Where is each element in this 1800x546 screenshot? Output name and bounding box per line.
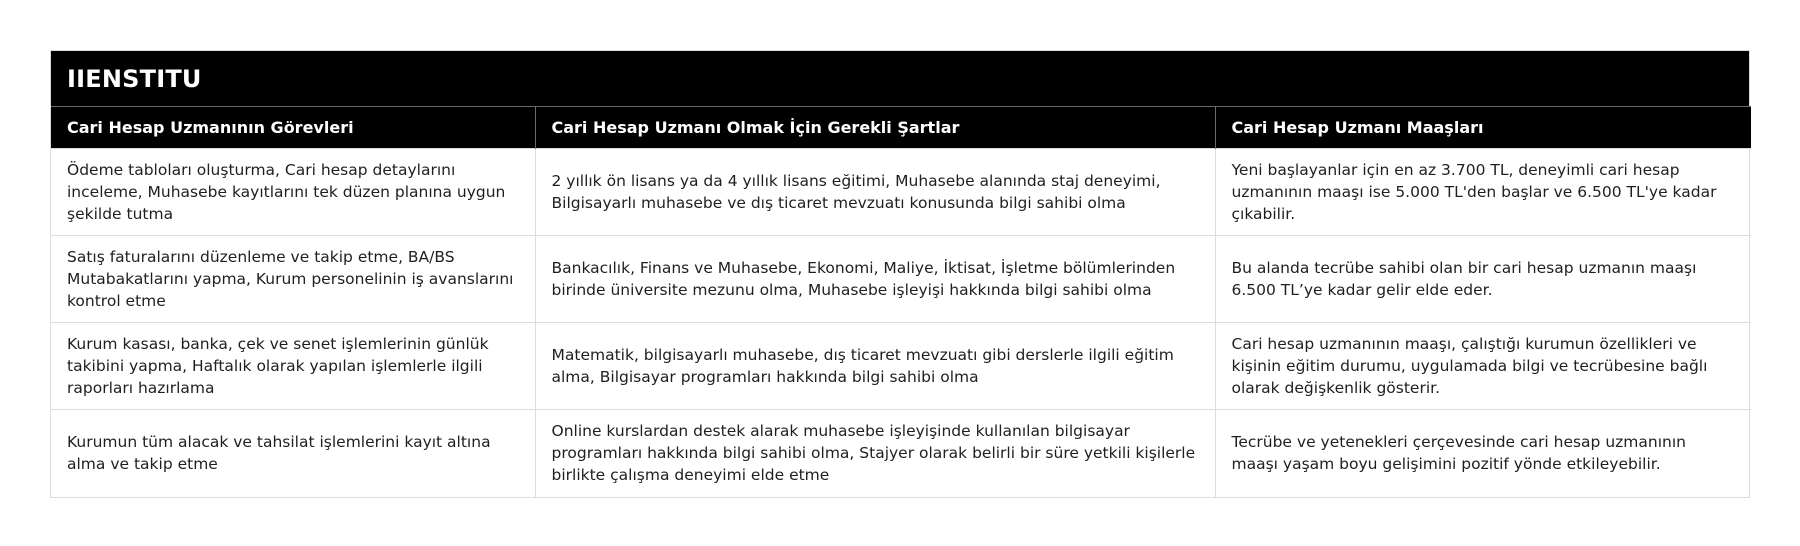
table-cell: Kurumun tüm alacak ve tahsilat işlemlerini kayıt altına alma ve takip etme [51, 410, 535, 497]
table-cell: Cari hesap uzmanının maaşı, çalıştığı kurumun özellikleri ve kişinin eğitim durumu, uygulamada bilgi ve tecrübesine bağlı olarak değişkenlik gösterir. [1215, 323, 1751, 410]
table-cell: Tecrübe ve yetenekleri çerçevesinde cari hesap uzmanının maaşı yaşam boyu gelişimini pozitif yönde etkileyebilir. [1215, 410, 1751, 497]
table-cell: Satış faturalarını düzenleme ve takip etme, BA/BS Mutabakatlarını yapma, Kurum personelinin iş avanslarını kontrol etme [51, 236, 535, 323]
table-row [51, 236, 1751, 323]
table-cell: Online kurslardan destek alarak muhasebe işleyişinde kullanılan bilgisayar programları hakkında bilgi sahibi olma, Stajyer olarak belirli bir süre yetkili kişilerle birlikte çalışma deneyimi elde etme [535, 410, 1215, 497]
column-header-requirements: Cari Hesap Uzmanı Olmak İçin Gerekli Şartlar [535, 107, 1215, 149]
info-table-card [50, 50, 1750, 498]
table-cell: Ödeme tabloları oluşturma, Cari hesap detaylarını inceleme, Muhasebe kayıtlarını tek düzen planına uygun şekilde tutma [51, 149, 535, 236]
table-cell: 2 yıllık ön lisans ya da 4 yıllık lisans eğitimi, Muhasebe alanında staj deneyimi, Bilgisayarlı muhasebe ve dış ticaret mevzuatı konusunda bilgi sahibi olma [535, 149, 1215, 236]
table-cell: Yeni başlayanlar için en az 3.700 TL, deneyimli cari hesap uzmanının maaşı ise 5.000 TL'den başlar ve 6.500 TL'ye kadar çıkabilir. [1215, 149, 1751, 236]
table-cell: Bu alanda tecrübe sahibi olan bir cari hesap uzmanın maaşı 6.500 TL’ye kadar gelir elde eder. [1215, 236, 1751, 323]
table-row [51, 149, 1751, 236]
table-header-row [51, 107, 1751, 149]
table-cell: Bankacılık, Finans ve Muhasebe, Ekonomi, Maliye, İktisat, İşletme bölümlerinden birinde üniversite mezunu olma, Muhasebe işleyişi hakkında bilgi sahibi olma [535, 236, 1215, 323]
table-row [51, 410, 1751, 497]
brand-title: IIENSTITU [67, 64, 202, 93]
column-header-salaries: Cari Hesap Uzmanı Maaşları [1215, 107, 1751, 149]
brand-header [51, 51, 1749, 106]
column-header-duties: Cari Hesap Uzmanının Görevleri [51, 107, 535, 149]
table-cell: Kurum kasası, banka, çek ve senet işlemlerinin günlük takibini yapma, Haftalık olarak yapılan işlemlerle ilgili raporları hazırlama [51, 323, 535, 410]
table-cell: Matematik, bilgisayarlı muhasebe, dış ticaret mevzuatı gibi derslerle ilgili eğitim alma, Bilgisayar programları hakkında bilgi sahibi olma [535, 323, 1215, 410]
info-table [51, 106, 1751, 497]
table-row [51, 323, 1751, 410]
